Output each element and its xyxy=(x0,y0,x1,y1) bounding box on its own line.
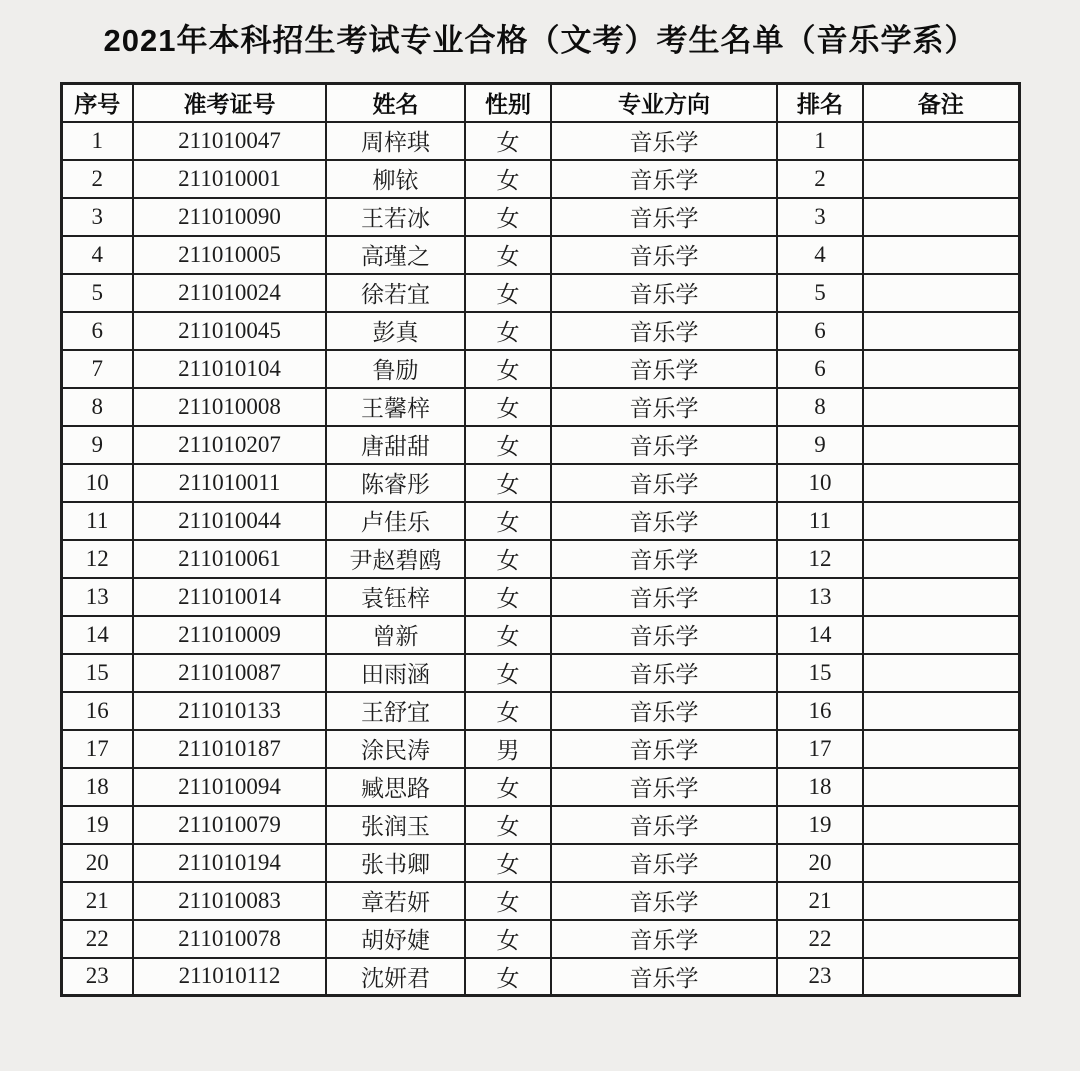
cell-admission-ticket-number: 211010079 xyxy=(133,806,326,844)
cell-serial-number: 15 xyxy=(61,654,133,692)
cell-major-direction: 音乐学 xyxy=(551,540,777,578)
cell-remarks xyxy=(863,122,1019,160)
cell-major-direction: 音乐学 xyxy=(551,426,777,464)
cell-gender: 女 xyxy=(465,768,551,806)
table-row xyxy=(61,806,1019,844)
cell-serial-number: 3 xyxy=(61,198,133,236)
cell-name: 章若妍 xyxy=(326,882,465,920)
cell-remarks xyxy=(863,920,1019,958)
cell-serial-number: 4 xyxy=(61,236,133,274)
cell-gender: 女 xyxy=(465,806,551,844)
cell-admission-ticket-number: 211010104 xyxy=(133,350,326,388)
table-row xyxy=(61,388,1019,426)
cell-admission-ticket-number: 211010011 xyxy=(133,464,326,502)
cell-admission-ticket-number: 211010207 xyxy=(133,426,326,464)
cell-name: 沈妍君 xyxy=(326,958,465,996)
cell-major-direction: 音乐学 xyxy=(551,616,777,654)
cell-name: 柳铱 xyxy=(326,160,465,198)
cell-serial-number: 12 xyxy=(61,540,133,578)
table-body xyxy=(61,122,1019,996)
cell-name: 张书卿 xyxy=(326,844,465,882)
table-row xyxy=(61,350,1019,388)
cell-gender: 女 xyxy=(465,464,551,502)
cell-admission-ticket-number: 211010133 xyxy=(133,692,326,730)
cell-remarks xyxy=(863,198,1019,236)
cell-remarks xyxy=(863,426,1019,464)
cell-remarks xyxy=(863,654,1019,692)
cell-serial-number: 13 xyxy=(61,578,133,616)
cell-admission-ticket-number: 211010014 xyxy=(133,578,326,616)
cell-major-direction: 音乐学 xyxy=(551,882,777,920)
cell-remarks xyxy=(863,464,1019,502)
cell-serial-number: 10 xyxy=(61,464,133,502)
cell-admission-ticket-number: 211010083 xyxy=(133,882,326,920)
header-gender: 性别 xyxy=(465,84,551,122)
cell-major-direction: 音乐学 xyxy=(551,806,777,844)
cell-admission-ticket-number: 211010009 xyxy=(133,616,326,654)
cell-rank: 8 xyxy=(777,388,863,426)
cell-serial-number: 18 xyxy=(61,768,133,806)
cell-remarks xyxy=(863,578,1019,616)
cell-rank: 23 xyxy=(777,958,863,996)
cell-remarks xyxy=(863,540,1019,578)
cell-serial-number: 6 xyxy=(61,312,133,350)
cell-serial-number: 8 xyxy=(61,388,133,426)
cell-gender: 女 xyxy=(465,350,551,388)
cell-name: 田雨涵 xyxy=(326,654,465,692)
cell-admission-ticket-number: 211010061 xyxy=(133,540,326,578)
table-header xyxy=(61,84,1019,122)
cell-major-direction: 音乐学 xyxy=(551,578,777,616)
cell-gender: 女 xyxy=(465,958,551,996)
cell-admission-ticket-number: 211010112 xyxy=(133,958,326,996)
cell-admission-ticket-number: 211010194 xyxy=(133,844,326,882)
table-row xyxy=(61,578,1019,616)
cell-remarks xyxy=(863,692,1019,730)
cell-admission-ticket-number: 211010005 xyxy=(133,236,326,274)
cell-admission-ticket-number: 211010090 xyxy=(133,198,326,236)
cell-remarks xyxy=(863,768,1019,806)
cell-gender: 女 xyxy=(465,920,551,958)
cell-serial-number: 14 xyxy=(61,616,133,654)
cell-admission-ticket-number: 211010001 xyxy=(133,160,326,198)
cell-remarks xyxy=(863,616,1019,654)
header-name: 姓名 xyxy=(326,84,465,122)
cell-remarks xyxy=(863,882,1019,920)
cell-serial-number: 9 xyxy=(61,426,133,464)
cell-remarks xyxy=(863,388,1019,426)
cell-major-direction: 音乐学 xyxy=(551,768,777,806)
cell-remarks xyxy=(863,236,1019,274)
cell-gender: 女 xyxy=(465,236,551,274)
table-row xyxy=(61,692,1019,730)
cell-name: 王馨梓 xyxy=(326,388,465,426)
cell-major-direction: 音乐学 xyxy=(551,274,777,312)
table-row xyxy=(61,274,1019,312)
cell-name: 陈睿彤 xyxy=(326,464,465,502)
cell-remarks xyxy=(863,502,1019,540)
cell-major-direction: 音乐学 xyxy=(551,920,777,958)
cell-major-direction: 音乐学 xyxy=(551,388,777,426)
cell-remarks xyxy=(863,312,1019,350)
table-row xyxy=(61,464,1019,502)
cell-rank: 12 xyxy=(777,540,863,578)
cell-major-direction: 音乐学 xyxy=(551,464,777,502)
table-row xyxy=(61,882,1019,920)
cell-serial-number: 22 xyxy=(61,920,133,958)
cell-admission-ticket-number: 211010045 xyxy=(133,312,326,350)
cell-gender: 女 xyxy=(465,388,551,426)
cell-serial-number: 23 xyxy=(61,958,133,996)
cell-remarks xyxy=(863,958,1019,996)
cell-admission-ticket-number: 211010047 xyxy=(133,122,326,160)
candidate-table xyxy=(60,82,1021,997)
table-row xyxy=(61,844,1019,882)
cell-rank: 3 xyxy=(777,198,863,236)
cell-gender: 女 xyxy=(465,198,551,236)
cell-gender: 女 xyxy=(465,844,551,882)
table-row xyxy=(61,312,1019,350)
table-row xyxy=(61,426,1019,464)
cell-major-direction: 音乐学 xyxy=(551,122,777,160)
cell-rank: 9 xyxy=(777,426,863,464)
cell-rank: 18 xyxy=(777,768,863,806)
cell-admission-ticket-number: 211010008 xyxy=(133,388,326,426)
cell-gender: 女 xyxy=(465,578,551,616)
cell-rank: 6 xyxy=(777,350,863,388)
cell-rank: 21 xyxy=(777,882,863,920)
cell-admission-ticket-number: 211010044 xyxy=(133,502,326,540)
table-row xyxy=(61,920,1019,958)
page-title: 2021年本科招生考试专业合格（文考）考生名单（音乐学系） xyxy=(103,23,977,58)
cell-major-direction: 音乐学 xyxy=(551,198,777,236)
cell-rank: 1 xyxy=(777,122,863,160)
cell-admission-ticket-number: 211010094 xyxy=(133,768,326,806)
cell-serial-number: 16 xyxy=(61,692,133,730)
cell-rank: 19 xyxy=(777,806,863,844)
table-row xyxy=(61,122,1019,160)
cell-gender: 女 xyxy=(465,616,551,654)
cell-rank: 14 xyxy=(777,616,863,654)
cell-name: 彭真 xyxy=(326,312,465,350)
cell-serial-number: 5 xyxy=(61,274,133,312)
cell-gender: 男 xyxy=(465,730,551,768)
table-row xyxy=(61,958,1019,996)
header-serial-number: 序号 xyxy=(61,84,133,122)
cell-gender: 女 xyxy=(465,692,551,730)
cell-gender: 女 xyxy=(465,426,551,464)
cell-remarks xyxy=(863,844,1019,882)
cell-admission-ticket-number: 211010078 xyxy=(133,920,326,958)
cell-rank: 13 xyxy=(777,578,863,616)
cell-name: 鲁励 xyxy=(326,350,465,388)
cell-major-direction: 音乐学 xyxy=(551,844,777,882)
cell-name: 徐若宜 xyxy=(326,274,465,312)
cell-remarks xyxy=(863,274,1019,312)
cell-name: 袁钰梓 xyxy=(326,578,465,616)
cell-name: 胡妤婕 xyxy=(326,920,465,958)
header-remarks: 备注 xyxy=(863,84,1019,122)
cell-rank: 15 xyxy=(777,654,863,692)
cell-gender: 女 xyxy=(465,122,551,160)
cell-gender: 女 xyxy=(465,654,551,692)
cell-rank: 17 xyxy=(777,730,863,768)
cell-rank: 20 xyxy=(777,844,863,882)
cell-serial-number: 1 xyxy=(61,122,133,160)
table-row xyxy=(61,616,1019,654)
cell-name: 曾新 xyxy=(326,616,465,654)
cell-name: 臧思路 xyxy=(326,768,465,806)
cell-rank: 11 xyxy=(777,502,863,540)
cell-rank: 16 xyxy=(777,692,863,730)
table-row xyxy=(61,160,1019,198)
cell-gender: 女 xyxy=(465,274,551,312)
cell-name: 王舒宜 xyxy=(326,692,465,730)
cell-serial-number: 19 xyxy=(61,806,133,844)
table-row xyxy=(61,730,1019,768)
cell-admission-ticket-number: 211010024 xyxy=(133,274,326,312)
cell-remarks xyxy=(863,160,1019,198)
cell-admission-ticket-number: 211010187 xyxy=(133,730,326,768)
cell-remarks xyxy=(863,806,1019,844)
cell-name: 卢佳乐 xyxy=(326,502,465,540)
cell-serial-number: 20 xyxy=(61,844,133,882)
cell-name: 高瑾之 xyxy=(326,236,465,274)
cell-rank: 22 xyxy=(777,920,863,958)
cell-serial-number: 7 xyxy=(61,350,133,388)
cell-major-direction: 音乐学 xyxy=(551,312,777,350)
cell-remarks xyxy=(863,350,1019,388)
cell-name: 涂民涛 xyxy=(326,730,465,768)
cell-name: 张润玉 xyxy=(326,806,465,844)
table-row xyxy=(61,768,1019,806)
header-admission-ticket-number: 准考证号 xyxy=(133,84,326,122)
cell-serial-number: 11 xyxy=(61,502,133,540)
cell-serial-number: 2 xyxy=(61,160,133,198)
cell-gender: 女 xyxy=(465,312,551,350)
cell-rank: 6 xyxy=(777,312,863,350)
cell-gender: 女 xyxy=(465,502,551,540)
cell-name: 周梓琪 xyxy=(326,122,465,160)
cell-rank: 5 xyxy=(777,274,863,312)
cell-rank: 2 xyxy=(777,160,863,198)
cell-major-direction: 音乐学 xyxy=(551,502,777,540)
cell-major-direction: 音乐学 xyxy=(551,350,777,388)
header-rank: 排名 xyxy=(777,84,863,122)
cell-gender: 女 xyxy=(465,882,551,920)
cell-major-direction: 音乐学 xyxy=(551,730,777,768)
cell-serial-number: 21 xyxy=(61,882,133,920)
cell-gender: 女 xyxy=(465,540,551,578)
cell-gender: 女 xyxy=(465,160,551,198)
cell-major-direction: 音乐学 xyxy=(551,654,777,692)
table-row xyxy=(61,654,1019,692)
cell-serial-number: 17 xyxy=(61,730,133,768)
table-row xyxy=(61,198,1019,236)
cell-name: 尹赵碧鸥 xyxy=(326,540,465,578)
table-row xyxy=(61,236,1019,274)
cell-remarks xyxy=(863,730,1019,768)
cell-admission-ticket-number: 211010087 xyxy=(133,654,326,692)
cell-major-direction: 音乐学 xyxy=(551,958,777,996)
header-major-direction: 专业方向 xyxy=(551,84,777,122)
table-row xyxy=(61,540,1019,578)
cell-rank: 10 xyxy=(777,464,863,502)
cell-name: 王若冰 xyxy=(326,198,465,236)
cell-major-direction: 音乐学 xyxy=(551,236,777,274)
header-row xyxy=(61,84,1019,122)
cell-major-direction: 音乐学 xyxy=(551,160,777,198)
table-row xyxy=(61,502,1019,540)
cell-name: 唐甜甜 xyxy=(326,426,465,464)
cell-rank: 4 xyxy=(777,236,863,274)
cell-major-direction: 音乐学 xyxy=(551,692,777,730)
